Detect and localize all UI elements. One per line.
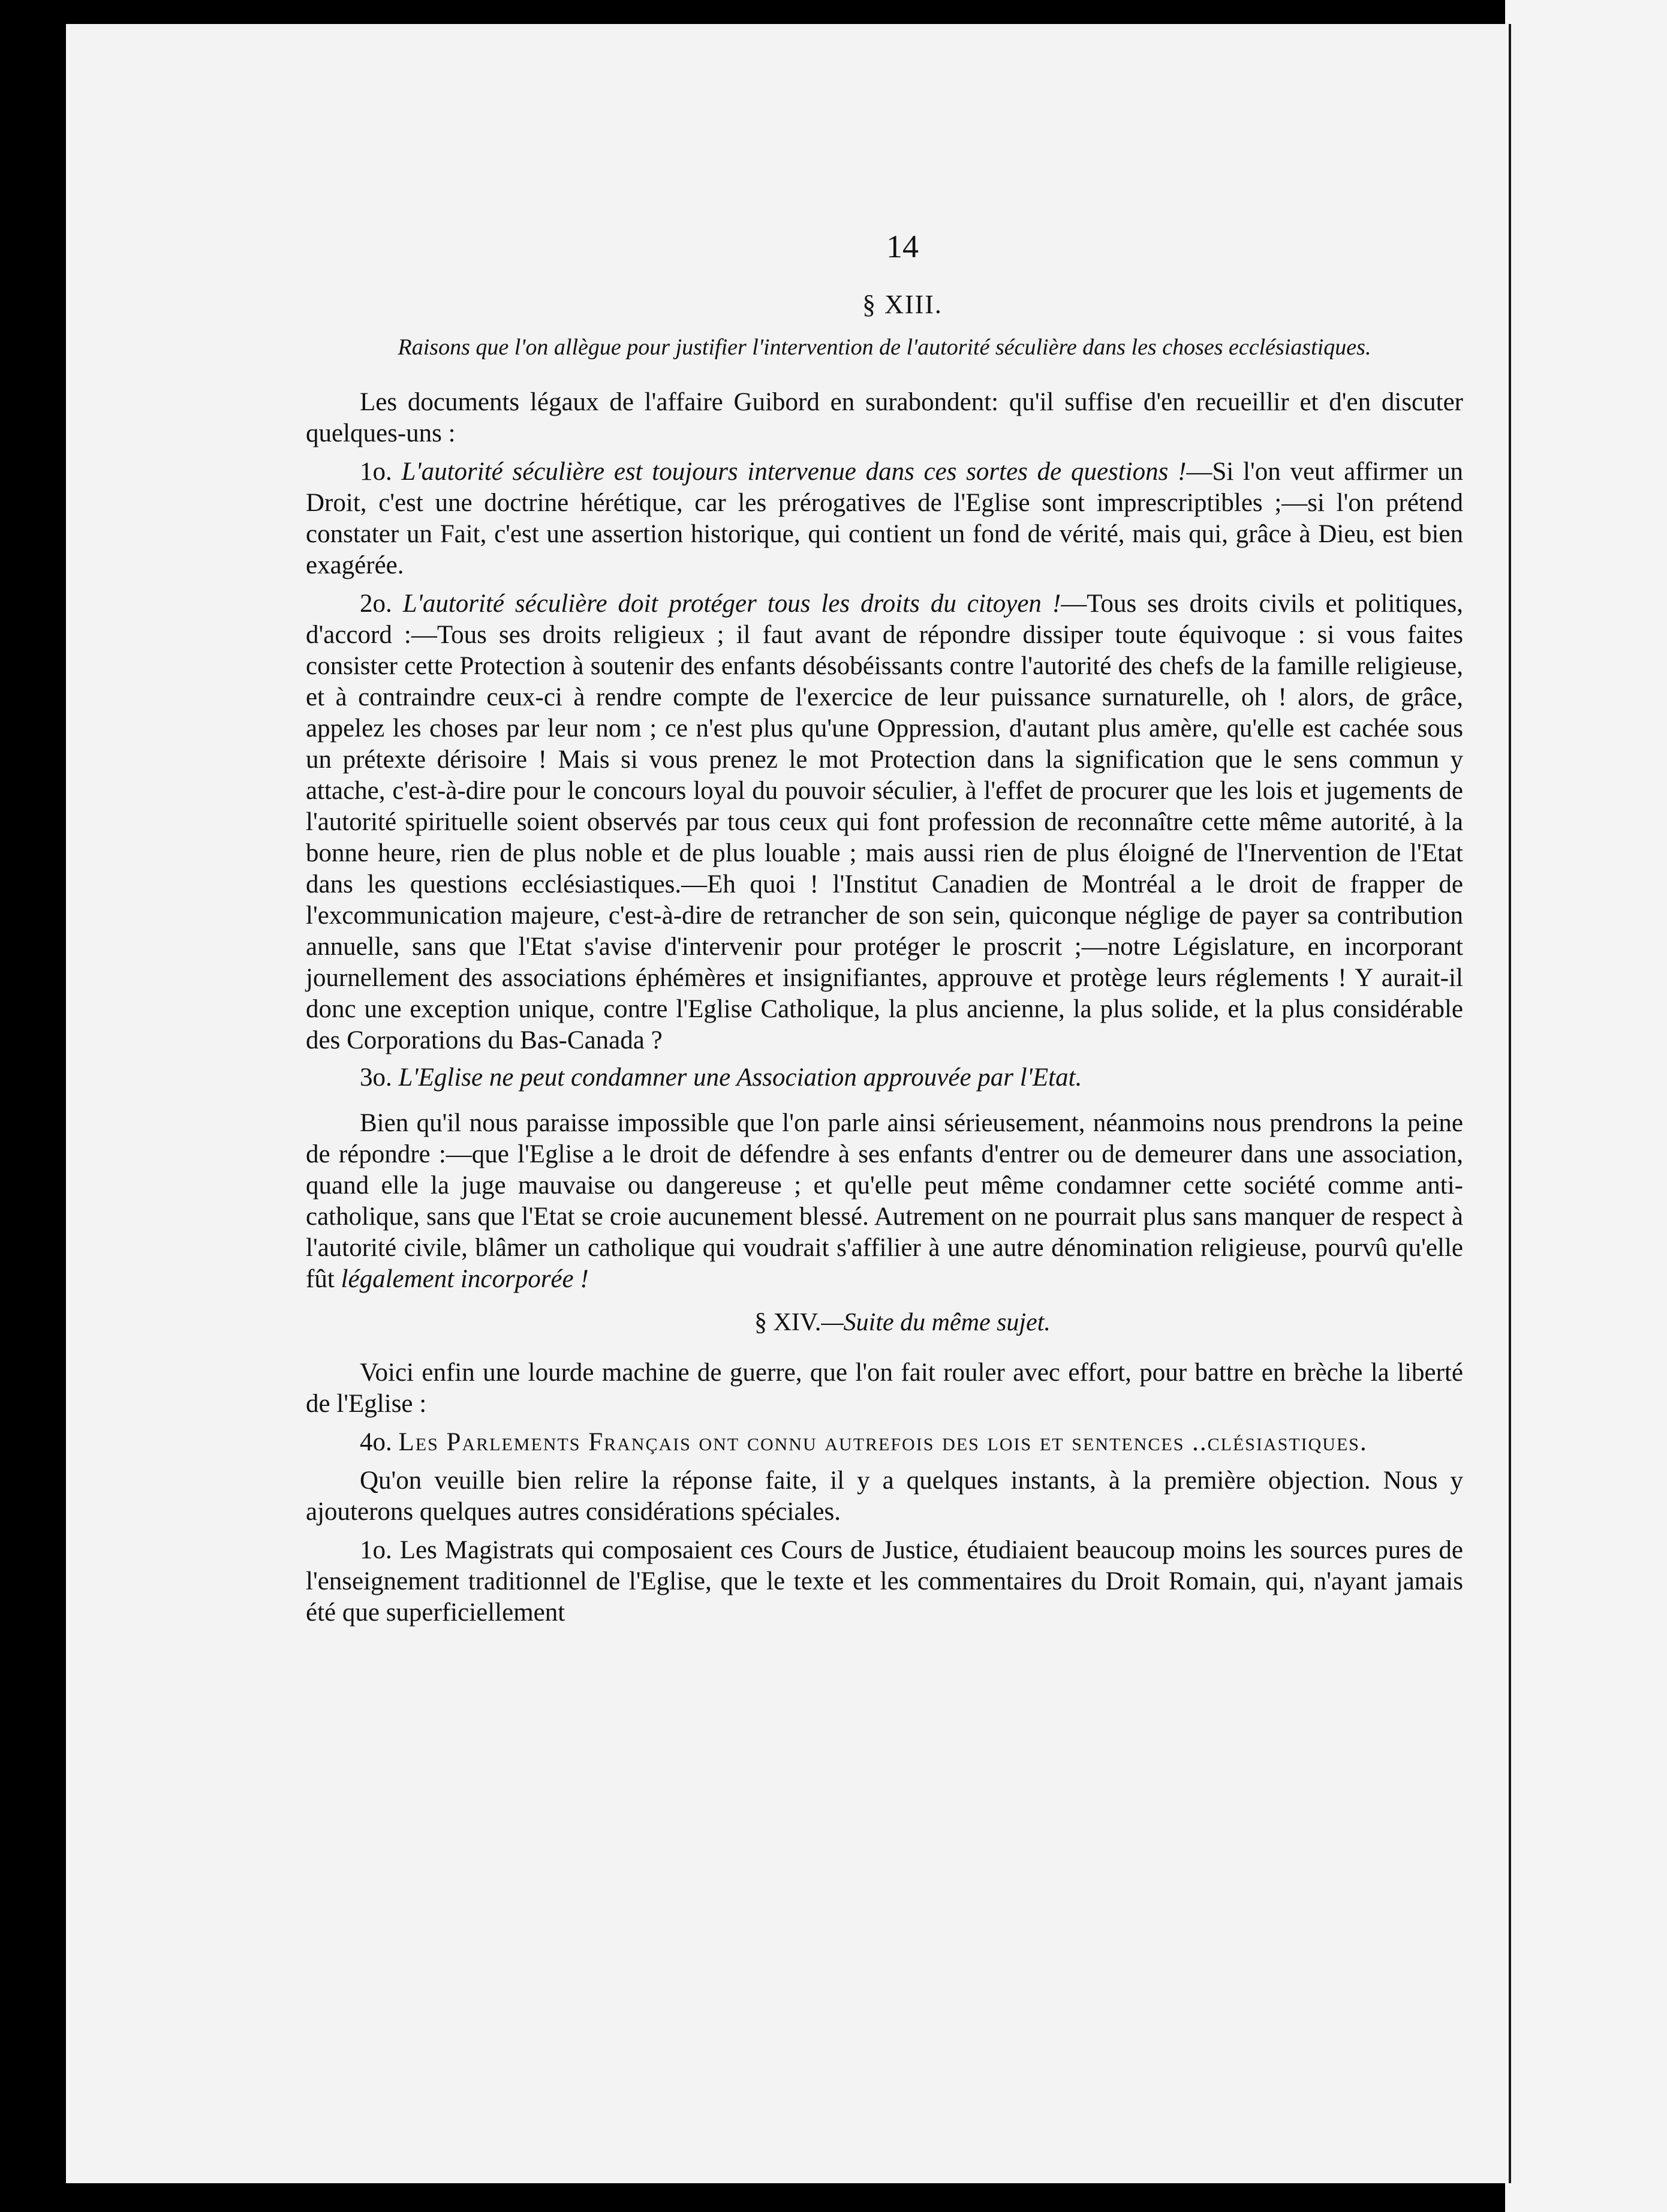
scanned-page (66, 24, 1505, 2183)
objection-2-claim: L'autorité séculière doit protéger tous les droits du citoyen ! (402, 590, 1061, 618)
objection-3-text: Bien qu'il nous paraisse impossible que l'on parle ainsi sérieusement, néanmoins nous prendrons la peine de répondre :—que l'Eglise a le droit de défendre à ses enfants d'entrer ou de demeurer dans une association, quand elle la juge mauvaise ou dangereuse ; et qu'elle peut même condamner cette société comme anti-catholique, sans que l'Etat se croie aucunement blessé. Autrement on ne pourrait plus sans manquer de respect à l'autorité civile, blâmer un catholique qui voudrait s'affilier à une autre dénomination religieuse, pourvû qu'elle fût (306, 1109, 1463, 1293)
objection-1-claim: L'autorité séculière est toujours intervenue dans ces sortes de questions ! (401, 458, 1187, 486)
objection-1-paragraph (306, 456, 1463, 581)
section-13-subtitle: Raisons que l'on allègue pour justifier l'intervention de l'autorité séculière dans les choses ecclésiastiques. (398, 335, 1371, 360)
objection-2-paragraph (306, 588, 1463, 1056)
section-14-subtitle: —Suite du même sujet. (821, 1309, 1051, 1336)
section-14-intro-paragraph: Voici enfin une lourde machine de guerre, que l'on fait rouler avec effort, pour battre en brèche la liberté de l'Eglise : (306, 1359, 1463, 1418)
objection-4-paragraph: Qu'on veuille bien relire la réponse faite, il y a quelques instants, à la première objection. Nous y ajouterons quelques autres considérations spéciales. (306, 1466, 1463, 1526)
page-text-column (306, 228, 1463, 1628)
point-1-paragraph (306, 1535, 1463, 1628)
objection-3-paragraph (306, 1108, 1463, 1295)
objection-1-text: —Si l'on veut affirmer un Droit, c'est une doctrine hérétique, car les prérogatives de l'Eglise sont imprescriptibles ;—si l'on prétend constater un Fait, c'est une assertion historique, qui contient un fond de vérité, mais qui, grâce à Dieu, est bien exagérée. (306, 458, 1464, 579)
objection-4-number: 4o. (360, 1428, 392, 1456)
section-13-heading: § XIII. (862, 290, 943, 319)
objection-1-number: 1o. (360, 458, 392, 486)
objection-3-number: 3o. (360, 1063, 392, 1092)
objection-3-claim: L'Eglise ne peut condamner une Association approuvée par l'Etat. (398, 1063, 1082, 1092)
intro-paragraph: Les documents légaux de l'affaire Guibord en surabondent: qu'il suffise d'en recueillir et d'en discuter quelques-uns : (306, 388, 1463, 447)
objection-2-number: 2o. (360, 590, 392, 618)
page-number: 14 (886, 229, 919, 265)
objection-2-text: —Tous ses droits civils et politiques, d'accord :—Tous ses droits religieux ; il faut avant de répondre dissiper toute équivoque : si vous faites consister cette Protection à soutenir des enfants désobéissants contre l'autorité des chefs de la famille religieuse, et à contraindre ceux-ci à rendre compte de l'exercice de leur puissance surnaturelle, oh ! alors, de grâce, appelez les choses par leur nom ; ce n'est plus qu'une Oppression, d'autant plus amère, qu'elle est cachée sous un prétexte dérisoire ! Mais si vous prenez le mot Protection dans la signification que le sens commun y attache, c'est-à-dire pour le concours loyal du pouvoir séculier, à l'effet de procurer que les lois et jugements de l'autorité spirituelle soient observés par tous ceux qui font profession de reconnaître cette même autorité, à la bonne heure, rien de plus noble et de plus louable ; mais aussi rien de plus éloigné de l'Inervention de l'Etat dans les questions ecclésiastiques.—Eh quoi ! l'Institut Canadien de Montréal a le droit de frapper de l'excommunication majeure, c'est-à-dire de retrancher de son sein, quiconque néglige de payer sa contribution annuelle, sans que l'Etat s'avise d'intervenir pour protéger le proscrit ;—notre Législature, en incorporant journellement des associations éphémères et insignifiantes, approuve et protège leurs réglements ! Y aurait-il donc une exception unique, contre l'Eglise Catholique, la plus ancienne, la plus solide, et la plus considérable des Corporations du Bas-Canada ? (306, 590, 1463, 1054)
objection-3-heading (306, 1062, 1463, 1093)
point-1-text: Les Magistrats qui composaient ces Cours de Justice, étudiaient beaucoup moins les sources pures de l'enseignement traditionnel de l'Eglise, que le texte et les commentaires du Droit Romain, qui, n'ayant jamais été que superficiellement (306, 1536, 1463, 1627)
adjacent-page-margin (1505, 0, 1667, 2212)
objection-4-heading (306, 1427, 1463, 1458)
objection-3-closing: légalement incorporée ! (341, 1265, 589, 1293)
right-edge-rule (1509, 24, 1511, 2183)
section-14-heading: § XIV. (754, 1309, 822, 1336)
objection-4-claim: Les Parlements Français ont connu autrefois des lois et sentences ..clésiastiques. (398, 1428, 1368, 1456)
point-1-number: 1o. (360, 1536, 392, 1564)
section-14-heading-line (306, 1308, 1463, 1337)
